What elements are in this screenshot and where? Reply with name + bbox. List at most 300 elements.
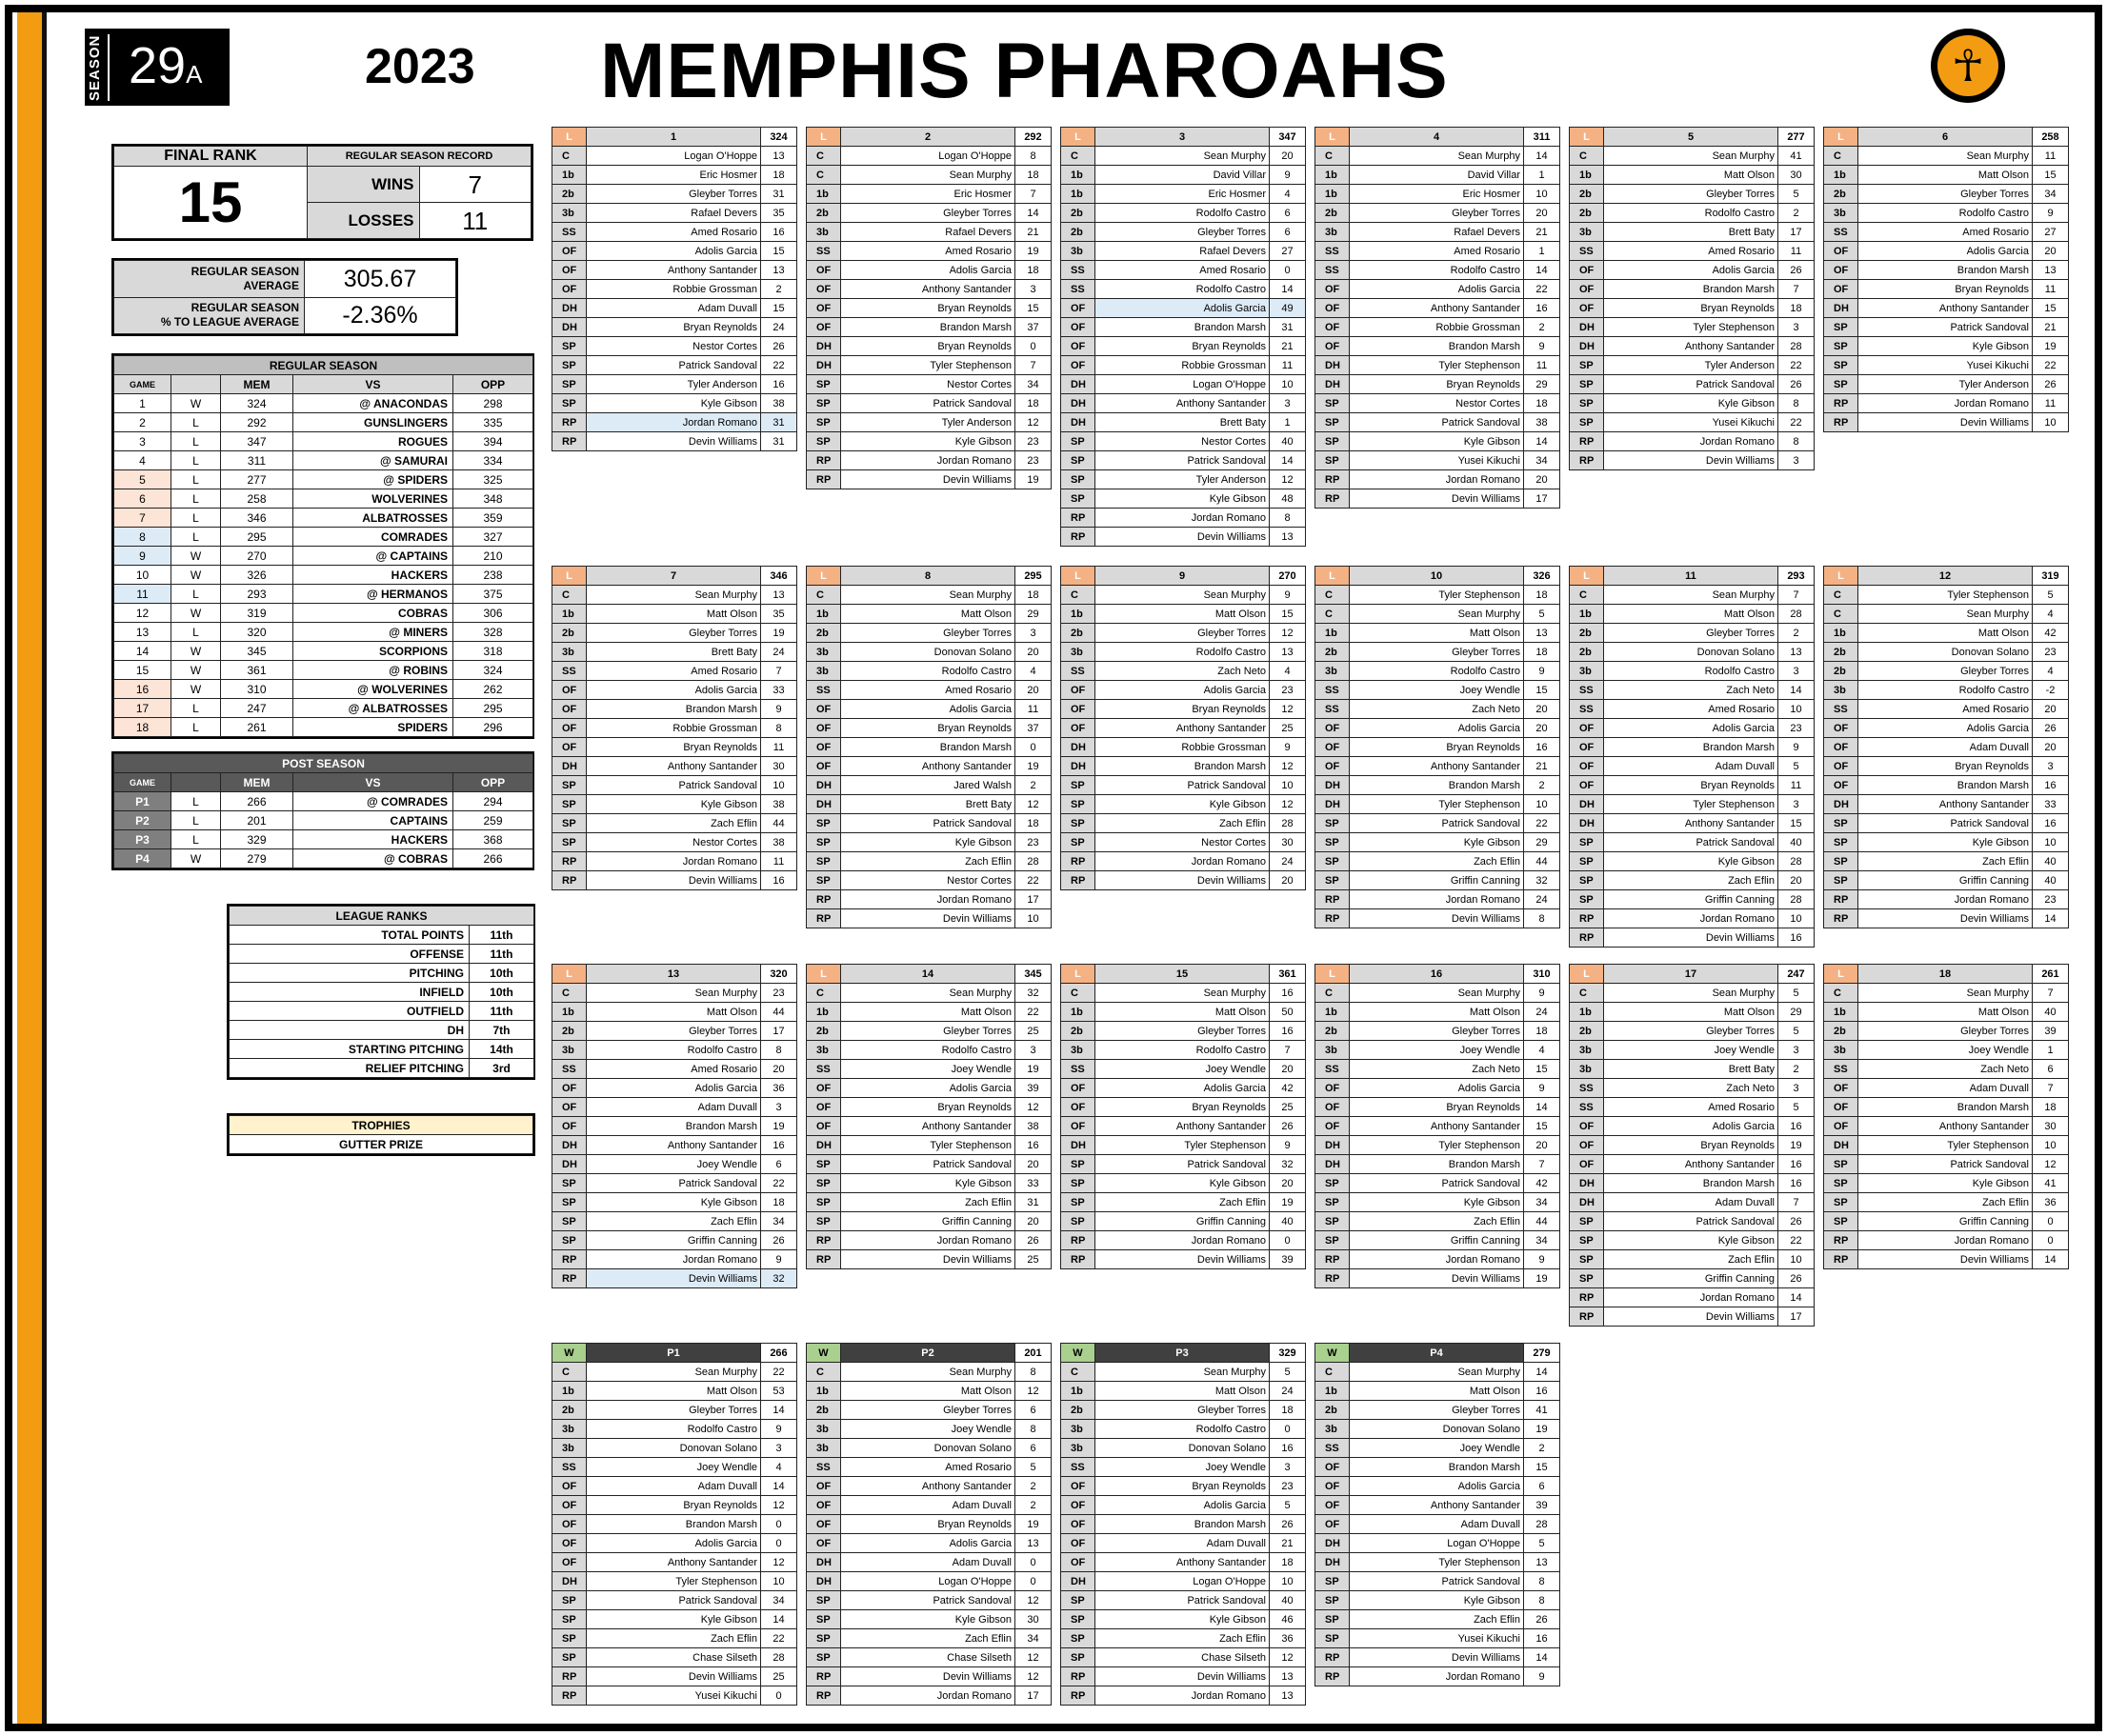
player-points: 32 [761,1269,797,1288]
player-name: Zach Eflin [841,1629,1015,1648]
rank-row [230,1021,534,1040]
player-row [1824,814,2069,833]
player-row [1315,451,1560,470]
player-points: 10 [1778,700,1815,719]
player-row [807,1003,1052,1022]
player-position: OF [1570,261,1604,280]
player-position: OF [1061,1117,1095,1136]
player-points: 31 [1015,1193,1052,1212]
player-position: RP [1824,890,1858,909]
player-position: SP [552,1648,587,1667]
player-position: OF [552,280,587,299]
player-name: Anthony Santander [841,757,1015,776]
player-name: Anthony Santander [1858,299,2033,318]
player-position: RP [1824,909,1858,928]
player-position: OF [807,1534,841,1553]
player-name: Nestor Cortes [1095,833,1270,852]
game-label: P3 [1095,1344,1270,1363]
player-name: Devin Williams [1095,1667,1270,1686]
player-points: 7 [761,662,797,681]
player-points: 25 [1270,1098,1306,1117]
player-row [807,1401,1052,1420]
player-position: SP [1315,1572,1350,1591]
player-row [1824,833,2069,852]
player-row [1061,394,1306,413]
player-points: 16 [1778,1174,1815,1193]
player-position: OF [1061,1553,1095,1572]
player-row [1570,814,1815,833]
player-points: 16 [761,871,797,890]
player-points: 8 [1015,147,1052,166]
player-row [1570,1212,1815,1231]
player-position: C [1570,586,1604,605]
opp-score: 318 [453,642,533,661]
player-name: Jordan Romano [1095,1231,1270,1250]
player-row [807,1686,1052,1706]
player-points: 20 [1270,147,1306,166]
player-points: 12 [1015,795,1052,814]
player-points: 11 [761,852,797,871]
player-position: DH [1061,375,1095,394]
player-name: Eric Hosmer [841,185,1015,204]
player-row [552,1667,797,1686]
player-position: RP [1061,871,1095,890]
player-position: SS [552,223,587,242]
opponent: SPIDERS [293,718,453,737]
player-row [807,700,1052,719]
player-row [1061,1477,1306,1496]
player-points: 0 [2033,1231,2069,1250]
player-row [1824,261,2069,280]
player-position: SP [1061,1591,1095,1610]
player-name: Nestor Cortes [1095,432,1270,451]
player-position: C [1570,984,1604,1003]
player-name: Kyle Gibson [587,795,761,814]
result-badge: L [552,965,587,984]
player-points: 38 [1015,1117,1052,1136]
player-position: 3b [552,1041,587,1060]
player-position: OF [1061,681,1095,700]
player-row [807,242,1052,261]
player-points: 29 [1524,833,1560,852]
player-row [1315,814,1560,833]
player-name: Tyler Stephenson [1350,356,1524,375]
player-row [1570,1022,1815,1041]
player-name: Bryan Reynolds [1604,776,1778,795]
opponent: @ SPIDERS [293,470,453,489]
player-points: 22 [1015,1003,1052,1022]
player-points: 7 [1015,185,1052,204]
player-position: RP [1315,1648,1350,1667]
player-name: Joey Wendle [1095,1458,1270,1477]
record-label: REGULAR SEASON RECORD [308,147,532,167]
game-card-header [807,965,1052,984]
player-name: Adam Duvall [1095,1534,1270,1553]
rank-value: 11th [470,1002,534,1021]
player-name: Matt Olson [841,605,1015,624]
game-score: 293 [1778,567,1815,586]
player-points: 10 [1778,1250,1815,1269]
player-position: 2b [552,1401,587,1420]
rank-category: DH [230,1021,470,1040]
player-position: OF [1570,280,1604,299]
player-position: DH [1824,299,1858,318]
player-row [807,1648,1052,1667]
player-position: SP [1315,1610,1350,1629]
player-row [807,1591,1052,1610]
game-card-header [807,128,1052,147]
player-name: Chase Silseth [587,1648,761,1667]
player-row [807,1022,1052,1041]
player-position: SP [1315,432,1350,451]
player-row [552,1003,797,1022]
player-row [807,757,1052,776]
player-points: 31 [1270,318,1306,337]
player-row [1824,1060,2069,1079]
player-name: Patrick Sandoval [1858,318,2033,337]
player-name: Bryan Reynolds [587,738,761,757]
player-position: 1b [552,1382,587,1401]
player-row [1315,470,1560,489]
player-points: 3 [1778,1079,1815,1098]
player-name: Tyler Stephenson [1604,318,1778,337]
player-name: Donovan Solano [1858,643,2033,662]
player-points: 13 [1778,643,1815,662]
col-opp: OPP [453,375,533,394]
opp-score: 306 [453,604,533,623]
player-name: Kyle Gibson [1095,1174,1270,1193]
player-name: Gleyber Torres [1858,1022,2033,1041]
game-card [1569,964,1815,1327]
player-position: DH [1061,413,1095,432]
player-name: Gleyber Torres [841,624,1015,643]
player-name: Sean Murphy [1858,605,2033,624]
player-position: SP [1315,1193,1350,1212]
player-row [1570,928,1815,948]
player-name: Bryan Reynolds [841,1515,1015,1534]
player-name: Brandon Marsh [1858,261,2033,280]
player-points: 6 [2033,1060,2069,1079]
player-row [1824,1098,2069,1117]
rank-category: PITCHING [230,964,470,983]
player-position: SP [807,852,841,871]
player-row [552,833,797,852]
player-row [1570,394,1815,413]
player-points: 28 [1524,1515,1560,1534]
mem-score: 261 [221,718,293,737]
player-position: SS [552,1458,587,1477]
player-position: 2b [1570,185,1604,204]
player-row [1061,1117,1306,1136]
player-points: 53 [761,1382,797,1401]
game-card-header [1315,128,1560,147]
game-card [1060,566,1306,890]
player-row [807,1477,1052,1496]
player-name: Jordan Romano [1604,1288,1778,1307]
game-score: 258 [2033,128,2069,147]
player-position: SP [1570,1269,1604,1288]
player-name: Robbie Grossman [1350,318,1524,337]
player-row [1570,1079,1815,1098]
player-row [1315,681,1560,700]
rank-row [230,945,534,964]
player-name: Kyle Gibson [1604,394,1778,413]
player-position: 1b [1315,624,1350,643]
player-row [552,586,797,605]
player-points: 6 [1524,1477,1560,1496]
player-points: 14 [1524,261,1560,280]
player-name: Kyle Gibson [841,1174,1015,1193]
player-row [1315,1515,1560,1534]
player-name: Devin Williams [1095,871,1270,890]
player-name: Jordan Romano [587,413,761,432]
player-points: 2 [1524,1439,1560,1458]
player-name: Zach Neto [1350,1060,1524,1079]
player-row [807,643,1052,662]
player-position: 1b [552,166,587,185]
player-row [1061,1193,1306,1212]
rank-row [230,1002,534,1021]
player-position: OF [807,1098,841,1117]
player-name: Matt Olson [841,1382,1015,1401]
player-position: OF [1315,1098,1350,1117]
player-position: SP [1061,1155,1095,1174]
result-badge: L [807,965,841,984]
player-name: Matt Olson [1095,1003,1270,1022]
player-position: 3b [807,1041,841,1060]
player-points: 15 [2033,166,2069,185]
game-card-header [807,567,1052,586]
player-row [1570,890,1815,909]
player-row [1315,795,1560,814]
player-name: Griffin Canning [1095,1212,1270,1231]
player-points: 1 [2033,1041,2069,1060]
player-row [552,1041,797,1060]
player-points: 11 [1778,776,1815,795]
player-row [1824,223,2069,242]
player-name: Patrick Sandoval [1095,776,1270,795]
player-position: RP [1061,509,1095,528]
player-points: 2 [1015,776,1052,795]
player-points: 20 [2033,700,2069,719]
player-row [1824,204,2069,223]
player-points: 42 [1270,1079,1306,1098]
player-position: 3b [552,204,587,223]
player-row [1061,1250,1306,1269]
player-position: SP [1570,890,1604,909]
player-name: Donovan Solano [1095,1439,1270,1458]
player-points: 50 [1270,1003,1306,1022]
player-points: 20 [2033,738,2069,757]
game-card-header [1824,567,2069,586]
player-points: 16 [1270,1022,1306,1041]
player-points: 26 [1015,1231,1052,1250]
player-name: Adolis Garcia [1604,1117,1778,1136]
player-row [1570,280,1815,299]
player-name: Rodolfo Castro [1604,662,1778,681]
player-name: Jordan Romano [1095,509,1270,528]
player-name: Griffin Canning [1350,1231,1524,1250]
player-name: Jordan Romano [1350,470,1524,489]
player-position: 3b [552,1420,587,1439]
player-points: 16 [761,1136,797,1155]
player-points: 2 [1524,318,1560,337]
player-points: 13 [1270,1667,1306,1686]
player-position: DH [1570,318,1604,337]
player-points: 9 [1524,662,1560,681]
player-position: OF [1824,261,1858,280]
player-name: Rodolfo Castro [1095,280,1270,299]
player-position: C [1824,586,1858,605]
game-number: 4 [114,451,171,470]
player-position: SP [807,375,841,394]
player-row [1315,261,1560,280]
opponent: ROGUES [293,432,453,451]
player-points: 24 [761,643,797,662]
player-name: Donovan Solano [1350,1420,1524,1439]
player-position: SP [1570,413,1604,432]
player-row [1061,318,1306,337]
player-position: OF [807,1496,841,1515]
player-points: 23 [2033,643,2069,662]
player-position: 1b [1061,185,1095,204]
post-season-title: POST SEASON [114,754,533,773]
player-name: Tyler Stephenson [1350,1553,1524,1572]
player-points: 20 [1015,681,1052,700]
player-points: 19 [761,624,797,643]
player-row [1061,852,1306,871]
mem-score: 361 [221,661,293,680]
player-points: 20 [1524,1136,1560,1155]
player-row [1315,1212,1560,1231]
player-position: OF [807,318,841,337]
player-position: SS [1315,1060,1350,1079]
avg-label: REGULAR SEASON AVERAGE [114,261,305,298]
player-name: Tyler Stephenson [1858,586,2033,605]
player-name: Sean Murphy [587,984,761,1003]
player-name: Anthony Santander [841,1477,1015,1496]
player-points: 1 [1270,413,1306,432]
player-position: SP [807,814,841,833]
player-row [1570,261,1815,280]
mem-score: 311 [221,451,293,470]
player-row [1824,1250,2069,1269]
player-name: Sean Murphy [841,984,1015,1003]
player-row [1824,776,2069,795]
player-row [552,375,797,394]
player-points: 20 [761,1060,797,1079]
player-name: Adolis Garcia [1604,719,1778,738]
player-row [552,1193,797,1212]
player-position: SP [552,1629,587,1648]
post-season-panel [111,751,534,870]
player-position: 2b [1315,1401,1350,1420]
player-position: SS [1824,1060,1858,1079]
player-points: 0 [1270,261,1306,280]
player-name: Gleyber Torres [587,185,761,204]
result-badge: L [1570,965,1604,984]
player-row [1570,1098,1815,1117]
game-score: 320 [761,965,797,984]
player-position: OF [1315,757,1350,776]
player-row [807,470,1052,489]
player-points: 2 [761,280,797,299]
player-position: 3b [1570,662,1604,681]
player-points: 18 [1524,394,1560,413]
post-col-game: GAME [114,773,171,792]
player-row [552,1591,797,1610]
opp-score: 296 [453,718,533,737]
opponent: CAPTAINS [293,811,453,830]
player-position: OF [1061,1496,1095,1515]
player-position: SP [1061,489,1095,509]
player-points: 2 [1015,1477,1052,1496]
player-points: 12 [1270,700,1306,719]
player-row [1824,738,2069,757]
game-card-header [1061,965,1306,984]
player-row [1061,451,1306,470]
player-points: 13 [1270,1686,1306,1706]
rank-value: 3rd [470,1059,534,1078]
player-row [1061,984,1306,1003]
player-points: 8 [1015,1420,1052,1439]
game-card [806,566,1052,928]
player-position: SS [1570,700,1604,719]
player-row [1824,166,2069,185]
player-row [552,814,797,833]
game-label: 14 [841,965,1015,984]
player-points: 6 [1015,1401,1052,1420]
player-position: RP [1824,1250,1858,1269]
player-points: 21 [1524,757,1560,776]
player-name: Rodolfo Castro [841,1041,1015,1060]
player-points: 15 [1524,681,1560,700]
player-position: OF [1570,1155,1604,1174]
opp-score: 298 [453,394,533,413]
player-name: Kyle Gibson [1604,852,1778,871]
player-row [1315,1250,1560,1269]
player-position: OF [552,242,587,261]
game-label: 8 [841,567,1015,586]
player-points: 9 [1270,166,1306,185]
player-position: DH [1570,814,1604,833]
player-row [552,1401,797,1420]
game-card [1314,127,1560,509]
mem-score: 201 [221,811,293,830]
player-points: 42 [1524,1174,1560,1193]
player-points: 32 [1015,984,1052,1003]
opp-score: 295 [453,699,533,718]
player-position: OF [807,1079,841,1098]
game-card-header [1061,128,1306,147]
trophies-title: TROPHIES [230,1116,533,1135]
player-row [807,1231,1052,1250]
player-row [807,624,1052,643]
player-position: RP [1061,852,1095,871]
player-name: Adolis Garcia [841,1534,1015,1553]
player-points: 16 [761,223,797,242]
regular-game-row [114,509,533,528]
player-position: SP [1824,375,1858,394]
player-row [1061,1155,1306,1174]
player-name: Nestor Cortes [587,337,761,356]
player-points: 13 [761,261,797,280]
player-position: RP [807,890,841,909]
player-position: SS [1315,261,1350,280]
player-position: C [1315,984,1350,1003]
player-name: Zach Neto [1350,700,1524,719]
player-row [552,1155,797,1174]
